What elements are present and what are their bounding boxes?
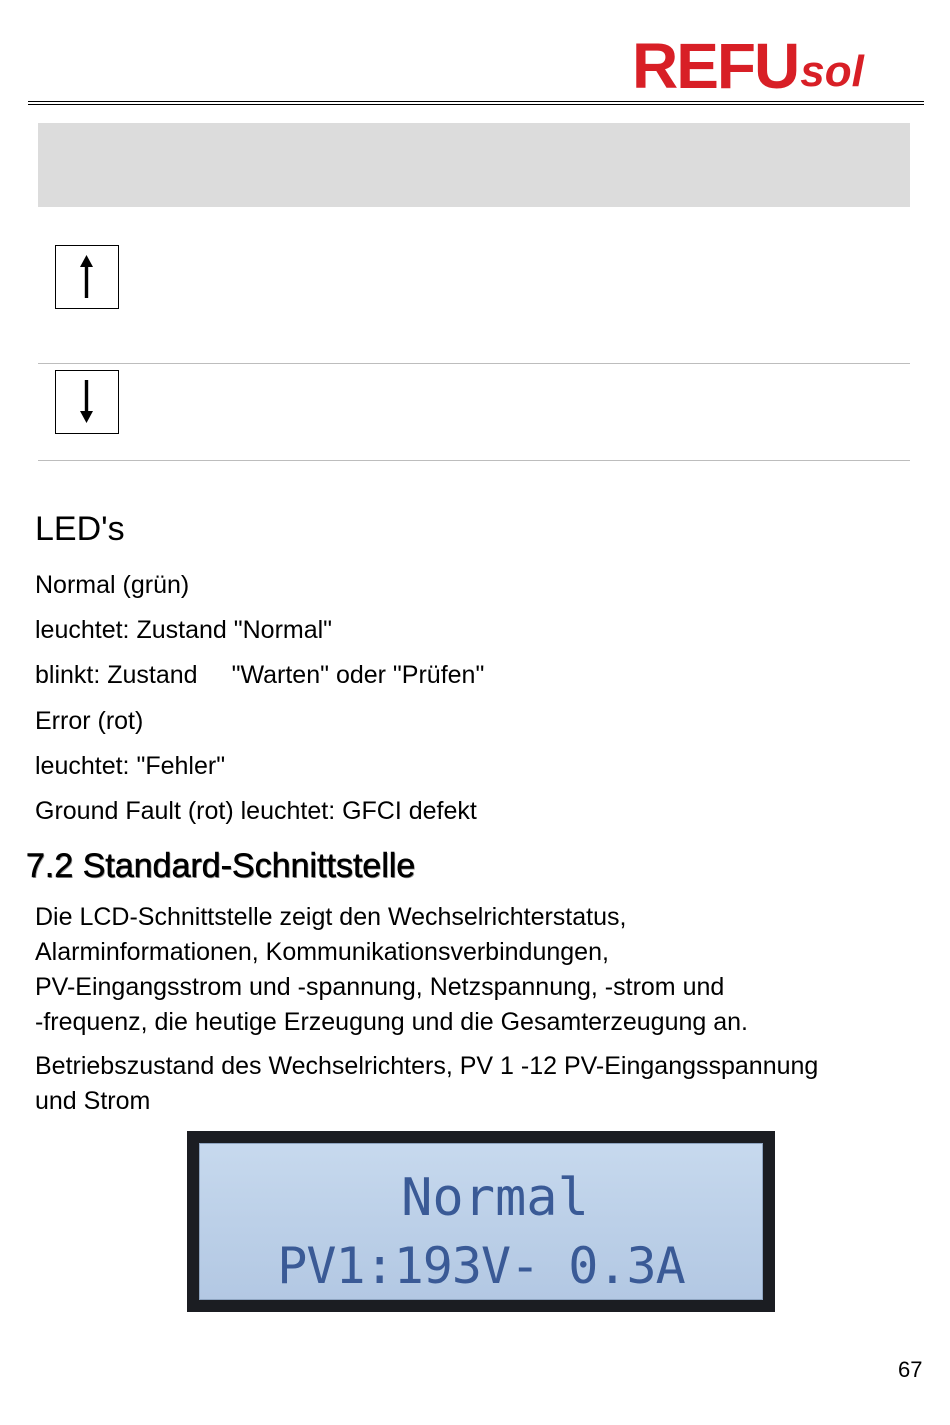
lcd-pv-reading-text: PV1:193V- 0.3A: [277, 1237, 685, 1295]
logo-main-text: REFU: [632, 30, 799, 102]
section-heading: 7.2 Standard-Schnittstelle: [26, 847, 416, 885]
up-key-box: [55, 245, 119, 309]
led-normal-on-text: leuchtet: Zustand "Normal": [35, 616, 333, 644]
paragraph-line: Die LCD-Schnittstelle zeigt den Wechselrichterstatus,: [35, 903, 627, 931]
logo-sub-text: sol: [800, 47, 864, 96]
led-normal-label: Normal (grün): [35, 571, 190, 599]
page-number: 67: [898, 1357, 923, 1382]
lcd-screen: [199, 1143, 763, 1300]
led-error-on-text: leuchtet: "Fehler": [35, 752, 226, 780]
led-error-label: Error (rot): [35, 707, 144, 735]
paragraph-line: Alarminformationen, Kommunikationsverbindungen,: [35, 938, 609, 966]
lcd-status-text: Normal: [401, 1168, 589, 1228]
leds-heading: LED's: [35, 510, 125, 548]
led-ground-fault-text: Ground Fault (rot) leuchtet: GFCI defekt: [35, 797, 477, 825]
paragraph-line: Betriebszustand des Wechselrichters, PV 1 -12 PV-Eingangsspannung: [35, 1052, 819, 1080]
refusol-logo: [632, 28, 864, 102]
status-description-paragraph: [35, 1049, 935, 1119]
paragraph-line: PV-Eingangsstrom und -spannung, Netzspannung, -strom und: [35, 973, 725, 1001]
led-normal-blink-text: blinkt: Zustand: [35, 661, 198, 689]
arrow-down-icon: [56, 371, 117, 432]
table-row-divider: [38, 363, 910, 364]
table-header-band: [38, 123, 910, 207]
header-rule-secondary: [28, 104, 924, 105]
led-normal-blink-line: [35, 660, 484, 690]
header-rule: [28, 101, 924, 102]
led-normal-blink-states: "Warten" oder "Prüfen": [231, 661, 485, 689]
lcd-description-paragraph: [35, 900, 935, 1040]
table-bottom-divider: [38, 460, 910, 461]
lcd-display-photo: [187, 1131, 775, 1312]
arrow-up-icon: [56, 246, 117, 307]
paragraph-line: -frequenz, die heutige Erzeugung und die Gesamterzeugung an.: [35, 1008, 748, 1036]
paragraph-line: und Strom: [35, 1087, 151, 1115]
down-key-box: [55, 370, 119, 434]
